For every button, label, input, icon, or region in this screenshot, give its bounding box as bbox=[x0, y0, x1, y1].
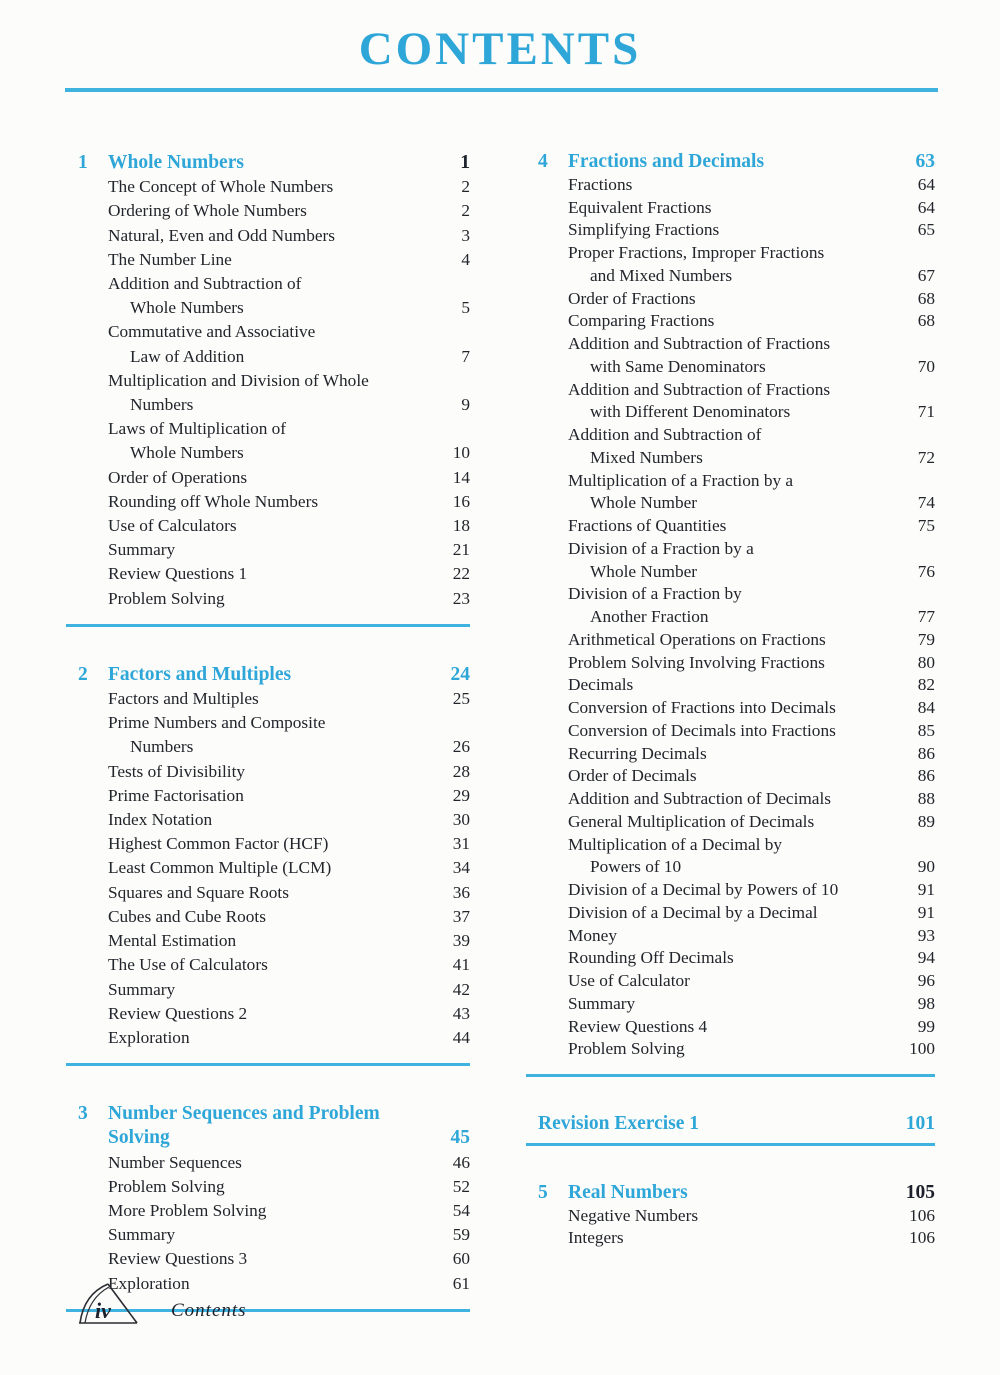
toc-entry-line bbox=[568, 470, 935, 493]
entry-page-number: 52 bbox=[452, 1176, 470, 1196]
toc-entry-line bbox=[108, 393, 470, 417]
entry-title: Arithmetical Operations on Fractions bbox=[568, 629, 826, 649]
entry-title: Whole Numbers bbox=[130, 298, 244, 318]
entry-title: Whole Number bbox=[590, 561, 698, 581]
revision-heading-row bbox=[538, 1113, 935, 1136]
entry-title: Integers bbox=[568, 1228, 624, 1248]
entry-page-number: 106 bbox=[909, 1228, 935, 1248]
entry-title: Review Questions 1 bbox=[108, 564, 248, 584]
entry-title: Ordering of Whole Numbers bbox=[108, 201, 307, 221]
entry-page-number: 31 bbox=[452, 834, 470, 854]
toc-entry-line bbox=[568, 743, 935, 766]
toc-entry-line bbox=[568, 1038, 935, 1061]
toc-entry-line bbox=[568, 606, 935, 629]
revision-rule bbox=[526, 1143, 935, 1146]
chapter-heading-row bbox=[108, 151, 470, 175]
entry-page-number: 5 bbox=[461, 298, 470, 318]
entry-title: Division of a Decimal by a Decimal bbox=[568, 902, 818, 922]
entry-title: Problem Solving bbox=[568, 1039, 685, 1059]
entry-title: with Same Denominators bbox=[590, 356, 766, 376]
toc-entry-line bbox=[108, 784, 470, 808]
section-divider bbox=[66, 624, 470, 627]
entry-title: Mixed Numbers bbox=[590, 447, 703, 467]
entry-title: Use of Calculators bbox=[108, 516, 237, 536]
entry-page-number: 93 bbox=[917, 925, 935, 945]
entry-title: Problem Solving bbox=[108, 588, 225, 608]
entry-title: Prime Numbers and Composite bbox=[108, 713, 326, 733]
toc-entry-line bbox=[108, 490, 470, 514]
chapter-page-number: 45 bbox=[450, 1127, 470, 1149]
publisher-logo-icon bbox=[75, 1281, 157, 1327]
entry-title: Proper Fractions, Improper Fractions bbox=[568, 243, 825, 262]
entry-page-number: 77 bbox=[917, 607, 935, 626]
entry-page-number: 64 bbox=[917, 174, 935, 194]
chapter-number: 4 bbox=[538, 151, 548, 172]
toc-entry-line bbox=[568, 379, 935, 402]
chapter-block-5 bbox=[538, 1182, 935, 1250]
entry-title: Comparing Fractions bbox=[568, 311, 715, 331]
entry-title: Mental Estimation bbox=[108, 931, 237, 951]
chapter-number: 3 bbox=[78, 1103, 88, 1125]
chapter-number: 2 bbox=[78, 663, 88, 685]
entry-page-number: 74 bbox=[917, 493, 935, 513]
entry-title: Multiplication of a Decimal by bbox=[568, 834, 783, 854]
entry-page-number: 30 bbox=[452, 810, 470, 830]
toc-entry-line bbox=[108, 1175, 470, 1199]
entry-page-number: 54 bbox=[452, 1200, 470, 1220]
revision-page-number: 101 bbox=[905, 1113, 935, 1134]
entry-title: Whole Number bbox=[590, 493, 698, 513]
chapter-number: 5 bbox=[538, 1181, 548, 1203]
toc-entry-line bbox=[108, 417, 470, 441]
toc-entry-line bbox=[568, 447, 935, 470]
entry-page-number: 2 bbox=[461, 177, 470, 197]
entry-page-number: 4 bbox=[461, 249, 470, 269]
entry-page-number: 91 bbox=[917, 880, 935, 899]
entry-page-number: 88 bbox=[917, 789, 935, 808]
chapter-page-number: 24 bbox=[450, 663, 470, 685]
chapter-heading-row bbox=[568, 1182, 935, 1205]
chapter-title: Factors and Multiples bbox=[108, 663, 292, 685]
entry-page-number: 7 bbox=[461, 346, 470, 366]
entry-page-number: 100 bbox=[909, 1039, 935, 1059]
entry-title: Another Fraction bbox=[590, 607, 709, 626]
entry-title: Number Sequences bbox=[108, 1152, 242, 1172]
entry-title: Problem Solving bbox=[108, 1176, 225, 1196]
entry-title: Review Questions 2 bbox=[108, 1003, 248, 1023]
toc-entry-line bbox=[108, 369, 470, 393]
toc-column-right bbox=[538, 151, 935, 1250]
toc-entry-line bbox=[108, 199, 470, 223]
toc-entry-line bbox=[108, 466, 470, 490]
toc-entry-line bbox=[568, 902, 935, 925]
toc-entry-line bbox=[568, 515, 935, 538]
entry-title: Decimals bbox=[568, 675, 634, 695]
entry-page-number: 86 bbox=[917, 766, 935, 786]
toc-entry-line bbox=[108, 1151, 470, 1175]
entry-page-number: 23 bbox=[452, 588, 470, 608]
chapter-block-4 bbox=[538, 151, 935, 1061]
toc-entry-line bbox=[568, 970, 935, 993]
entry-title: with Different Denominators bbox=[590, 402, 791, 422]
entry-title: Division of a Fraction by a bbox=[568, 538, 754, 558]
toc-entry-line bbox=[108, 905, 470, 929]
entry-title: Addition and Subtraction of Decimals bbox=[568, 789, 832, 808]
entry-page-number: 14 bbox=[452, 467, 470, 487]
entry-page-number: 46 bbox=[452, 1152, 470, 1172]
toc-entry-line bbox=[108, 856, 470, 880]
entry-title: Problem Solving Involving Fractions bbox=[568, 652, 825, 672]
entry-title: Order of Fractions bbox=[568, 288, 696, 308]
entry-title: Prime Factorisation bbox=[108, 785, 244, 805]
toc-entry-line bbox=[568, 265, 935, 288]
toc-entry-line bbox=[568, 834, 935, 857]
revision-title: Revision Exercise 1 bbox=[538, 1113, 700, 1134]
entry-page-number: 84 bbox=[917, 698, 935, 717]
entry-page-number: 96 bbox=[917, 971, 935, 990]
entry-title: Laws of Multiplication of bbox=[108, 419, 287, 439]
entry-page-number: 106 bbox=[909, 1205, 935, 1225]
entry-page-number: 61 bbox=[452, 1273, 470, 1293]
entry-page-number: 9 bbox=[461, 395, 470, 415]
toc-entry-line bbox=[108, 832, 470, 856]
toc-entry-line bbox=[568, 674, 935, 697]
entry-title: Summary bbox=[568, 993, 636, 1013]
entry-title: Fractions bbox=[568, 174, 633, 194]
toc-entry-line bbox=[568, 1016, 935, 1039]
toc-entry-line bbox=[108, 272, 470, 296]
entry-page-number: 64 bbox=[917, 197, 935, 217]
entry-page-number: 91 bbox=[917, 902, 935, 922]
toc-entry-line bbox=[568, 424, 935, 447]
entry-title: Least Common Multiple (LCM) bbox=[108, 858, 332, 878]
toc-entry-line bbox=[568, 288, 935, 311]
entry-title: Negative Numbers bbox=[568, 1205, 699, 1225]
entry-title: Addition and Subtraction of bbox=[108, 274, 302, 294]
entry-title: Numbers bbox=[130, 737, 194, 757]
entry-title: General Multiplication of Decimals bbox=[568, 811, 815, 831]
toc-entry-line bbox=[568, 1205, 935, 1228]
entry-title: Law of Addition bbox=[130, 346, 245, 366]
entry-title: Natural, Even and Odd Numbers bbox=[108, 225, 335, 245]
entry-title: Division of a Fraction by bbox=[568, 584, 742, 604]
entry-page-number: 76 bbox=[917, 561, 935, 581]
toc-entry-line bbox=[108, 1223, 470, 1247]
revision-exercise-block bbox=[538, 1113, 935, 1136]
chapter-block-2 bbox=[78, 663, 470, 1050]
entry-title: Summary bbox=[108, 1225, 176, 1245]
entry-page-number: 67 bbox=[917, 265, 935, 285]
chapter-title: Number Sequences and Problem bbox=[108, 1103, 380, 1125]
entry-page-number: 65 bbox=[917, 220, 935, 240]
toc-entry-line bbox=[568, 947, 935, 970]
entry-title: Exploration bbox=[108, 1027, 190, 1047]
entry-page-number: 42 bbox=[452, 979, 470, 999]
entry-page-number: 68 bbox=[917, 288, 935, 308]
entry-page-number: 34 bbox=[452, 858, 470, 878]
entry-title: Addition and Subtraction of Fractions bbox=[568, 379, 831, 399]
toc-entry-line bbox=[108, 1026, 470, 1050]
toc-entry-line bbox=[108, 978, 470, 1002]
entry-page-number: 72 bbox=[917, 447, 935, 467]
entry-page-number: 25 bbox=[452, 689, 470, 709]
entry-title: Powers of 10 bbox=[590, 857, 682, 877]
toc-entry-line bbox=[568, 583, 935, 606]
toc-entry-line bbox=[568, 788, 935, 811]
entry-title: More Problem Solving bbox=[108, 1200, 267, 1220]
toc-entry-line bbox=[568, 856, 935, 879]
entry-page-number: 21 bbox=[452, 540, 470, 560]
section-divider bbox=[526, 1074, 935, 1077]
toc-entry-line bbox=[568, 219, 935, 242]
entry-title: The Concept of Whole Numbers bbox=[108, 177, 334, 197]
entry-title: Whole Numbers bbox=[130, 443, 244, 463]
toc-entry-line bbox=[568, 879, 935, 902]
entry-page-number: 82 bbox=[917, 675, 935, 695]
entry-title: The Use of Calculators bbox=[108, 955, 268, 975]
entry-title: Fractions of Quantities bbox=[568, 516, 727, 535]
chapter-page-number: 63 bbox=[915, 151, 935, 172]
toc-entry-line bbox=[568, 333, 935, 356]
toc-entry-line bbox=[568, 401, 935, 424]
entry-title: Use of Calculator bbox=[568, 971, 690, 990]
title-rule bbox=[65, 88, 938, 92]
toc-entry-line bbox=[108, 687, 470, 711]
chapter-number: 1 bbox=[78, 152, 88, 173]
entry-title: Summary bbox=[108, 540, 176, 560]
toc-entry-line bbox=[568, 492, 935, 515]
entry-page-number: 85 bbox=[917, 720, 935, 740]
entry-title: Conversion of Fractions into Decimals bbox=[568, 698, 836, 717]
footer-section-label: Contents bbox=[171, 1300, 247, 1321]
toc-entry-line bbox=[568, 697, 935, 720]
toc-entry-line bbox=[108, 808, 470, 832]
toc-entry-line bbox=[568, 811, 935, 834]
toc-entry-line bbox=[108, 1002, 470, 1026]
toc-entry-line bbox=[108, 760, 470, 784]
toc-entry-line bbox=[108, 562, 470, 586]
toc-entry-line bbox=[568, 310, 935, 333]
toc-entry-line bbox=[108, 735, 470, 759]
toc-entry-line bbox=[568, 765, 935, 788]
entry-title: Recurring Decimals bbox=[568, 743, 707, 763]
entry-title: Multiplication and Division of Whole bbox=[108, 370, 369, 390]
entry-title: Exploration bbox=[108, 1273, 190, 1293]
entry-page-number: 86 bbox=[917, 743, 935, 763]
entry-title: Order of Decimals bbox=[568, 766, 697, 786]
toc-entry-line bbox=[568, 356, 935, 379]
chapter-title: Real Numbers bbox=[568, 1181, 688, 1203]
entry-title: Tests of Divisibility bbox=[108, 761, 246, 781]
toc-entry-line bbox=[568, 720, 935, 743]
toc-entry-line bbox=[108, 175, 470, 199]
chapter-page-number: 1 bbox=[460, 152, 470, 173]
toc-entry-line bbox=[568, 1227, 935, 1250]
entry-title: Division of a Decimal by Powers of 10 bbox=[568, 880, 839, 899]
entry-page-number: 99 bbox=[917, 1016, 935, 1036]
entry-title: The Number Line bbox=[108, 249, 232, 269]
toc-entry-line bbox=[108, 224, 470, 248]
entry-title: Order of Operations bbox=[108, 467, 248, 487]
entry-page-number: 2 bbox=[461, 201, 470, 221]
entry-page-number: 75 bbox=[917, 516, 935, 535]
chapter-heading-row bbox=[108, 663, 470, 687]
entry-title: Rounding off Whole Numbers bbox=[108, 491, 319, 511]
entry-page-number: 10 bbox=[452, 443, 470, 463]
toc-entry-line bbox=[108, 296, 470, 320]
chapter-title: Whole Numbers bbox=[108, 152, 244, 173]
entry-title: Factors and Multiples bbox=[108, 689, 259, 709]
folio-number: iv bbox=[95, 1298, 111, 1323]
entry-title: Numbers bbox=[130, 395, 194, 415]
chapter-page-number: 105 bbox=[905, 1181, 935, 1203]
entry-title: Commutative and Associative bbox=[108, 322, 316, 342]
toc-entry-line bbox=[108, 1247, 470, 1271]
toc-entry-line bbox=[108, 538, 470, 562]
toc-entry-line bbox=[108, 711, 470, 735]
chapter-title: Solving bbox=[108, 1127, 170, 1149]
toc-entry-line bbox=[568, 242, 935, 265]
entry-page-number: 26 bbox=[452, 737, 470, 757]
entry-title: Review Questions 4 bbox=[568, 1016, 708, 1036]
toc-entry-line bbox=[108, 881, 470, 905]
entry-title: Addition and Subtraction of Fractions bbox=[568, 334, 831, 353]
entry-page-number: 68 bbox=[917, 311, 935, 331]
toc-entry-line bbox=[568, 993, 935, 1016]
entry-page-number: 22 bbox=[452, 564, 470, 584]
page-title: CONTENTS bbox=[358, 23, 642, 75]
entry-title: Rounding Off Decimals bbox=[568, 948, 734, 968]
entry-page-number: 71 bbox=[917, 402, 935, 422]
entry-page-number: 3 bbox=[461, 225, 470, 245]
entry-page-number: 28 bbox=[452, 761, 470, 781]
entry-page-number: 39 bbox=[452, 931, 470, 951]
entry-page-number: 37 bbox=[452, 906, 470, 926]
toc-entry-line bbox=[108, 345, 470, 369]
entry-page-number: 70 bbox=[917, 356, 935, 376]
chapter-heading-row bbox=[108, 1102, 470, 1126]
entry-page-number: 43 bbox=[452, 1003, 470, 1023]
entry-page-number: 59 bbox=[452, 1225, 470, 1245]
entry-page-number: 79 bbox=[917, 629, 935, 649]
chapter-heading-row bbox=[108, 1126, 470, 1150]
entry-title: Simplifying Fractions bbox=[568, 220, 720, 240]
entry-page-number: 98 bbox=[917, 993, 935, 1013]
entry-page-number: 80 bbox=[917, 652, 935, 672]
chapter-block-3 bbox=[78, 1102, 470, 1296]
chapter-title: Fractions and Decimals bbox=[568, 151, 765, 172]
entry-title: Review Questions 3 bbox=[108, 1249, 248, 1269]
chapter-block-1 bbox=[78, 151, 470, 611]
toc-column-left bbox=[78, 151, 470, 1348]
toc-entry-line bbox=[568, 538, 935, 561]
entry-page-number: 89 bbox=[917, 811, 935, 831]
toc-entry-line bbox=[108, 1199, 470, 1223]
entry-title: and Mixed Numbers bbox=[590, 265, 733, 285]
toc-entry-line bbox=[568, 629, 935, 652]
entry-page-number: 41 bbox=[452, 955, 470, 975]
entry-page-number: 16 bbox=[452, 491, 470, 511]
entry-page-number: 29 bbox=[452, 785, 470, 805]
toc-entry-line bbox=[108, 248, 470, 272]
entry-title: Multiplication of a Fraction by a bbox=[568, 470, 794, 490]
entry-title: Equivalent Fractions bbox=[568, 197, 712, 217]
entry-page-number: 94 bbox=[917, 948, 935, 968]
entry-title: Squares and Square Roots bbox=[108, 882, 289, 902]
toc-entry-line bbox=[108, 587, 470, 611]
entry-title: Conversion of Decimals into Fractions bbox=[568, 720, 836, 740]
entry-page-number: 44 bbox=[452, 1027, 470, 1047]
toc-entry-line bbox=[568, 652, 935, 675]
toc-entry-line bbox=[108, 441, 470, 465]
entry-title: Money bbox=[568, 925, 617, 945]
toc-entry-line bbox=[108, 953, 470, 977]
toc-entry-line bbox=[568, 561, 935, 584]
toc-entry-line bbox=[108, 514, 470, 538]
entry-title: Cubes and Cube Roots bbox=[108, 906, 266, 926]
entry-page-number: 90 bbox=[917, 857, 935, 877]
toc-entry-line bbox=[108, 929, 470, 953]
chapter-heading-row bbox=[568, 151, 935, 174]
toc-entry-line bbox=[108, 320, 470, 344]
entry-title: Summary bbox=[108, 979, 176, 999]
toc-entry-line bbox=[568, 925, 935, 948]
entry-page-number: 36 bbox=[452, 882, 470, 902]
toc-entry-line bbox=[568, 197, 935, 220]
entry-title: Highest Common Factor (HCF) bbox=[108, 834, 329, 854]
section-divider bbox=[66, 1063, 470, 1066]
entry-title: Index Notation bbox=[108, 810, 213, 830]
entry-page-number: 18 bbox=[452, 516, 470, 536]
page-footer bbox=[75, 1281, 247, 1327]
toc-entry-line bbox=[568, 174, 935, 197]
entry-title: Addition and Subtraction of bbox=[568, 425, 762, 444]
entry-page-number: 60 bbox=[452, 1249, 470, 1269]
